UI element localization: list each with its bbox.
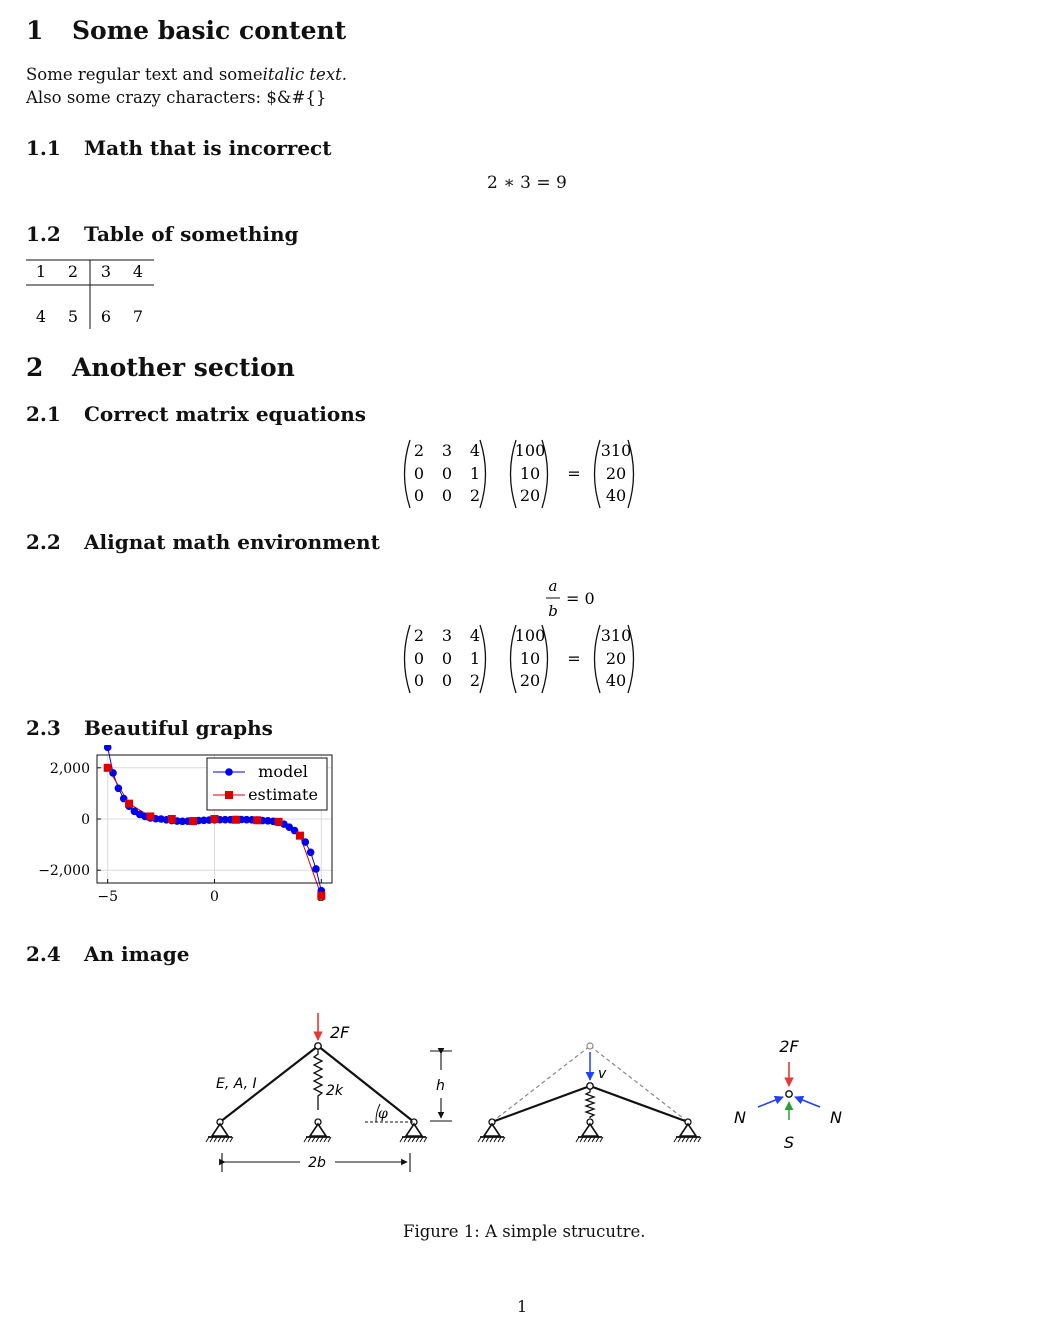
shear-label: S <box>783 1133 795 1152</box>
data-point-model <box>104 745 112 751</box>
table-cell: 1 <box>35 262 47 281</box>
table-cell: 4 <box>35 307 47 326</box>
legend-marker-model <box>225 768 233 776</box>
data-point-estimate <box>317 892 325 900</box>
data-point-estimate <box>232 816 240 824</box>
matrix-entry: 0 <box>441 486 453 505</box>
equals-sign: = <box>567 649 581 668</box>
section-heading-2 <box>26 353 295 382</box>
vector-entry: 100 <box>514 441 546 460</box>
matrix-entry: 3 <box>441 441 453 460</box>
fraction-rhs: = 0 <box>566 589 595 608</box>
subsection-number: 2.4 <box>26 942 61 966</box>
support-icon <box>206 1124 233 1142</box>
equation-incorrect: 2 ∗ 3 = 9 <box>487 173 567 193</box>
matrix-entry: 4 <box>469 441 481 460</box>
table-cell: 3 <box>100 262 112 281</box>
vector-entry: 310 <box>600 441 632 460</box>
force-label: 2F <box>330 1023 350 1042</box>
y-tick-label: −2,000 <box>38 863 90 880</box>
matrix-entry: 0 <box>441 464 453 483</box>
vector-entry: 10 <box>519 649 541 668</box>
data-point-estimate <box>104 764 112 772</box>
matrix-entry: 1 <box>469 464 481 483</box>
figure-caption: Figure 1: A simple strucutre. <box>403 1222 646 1241</box>
normal-label: N <box>830 1108 842 1127</box>
spring-icon <box>314 1046 322 1110</box>
vector-entry: 20 <box>519 671 541 690</box>
material-label: E, A, I <box>216 1076 257 1092</box>
free-body-diagram <box>734 1037 842 1152</box>
matrix-entry: 0 <box>413 649 425 668</box>
data-point-model <box>312 865 320 873</box>
matrix-entry: 2 <box>469 486 481 505</box>
section-number: 2 <box>26 353 44 382</box>
support-icon <box>674 1124 701 1142</box>
subsection-title: Math that is incorrect <box>84 136 332 160</box>
deflection-label: v <box>598 1066 607 1082</box>
matrix-entry: 2 <box>469 671 481 690</box>
vector-entry: 10 <box>519 464 541 483</box>
subsection-heading-1-1 <box>26 136 331 160</box>
table-cell: 2 <box>67 262 79 281</box>
subsection-title: Alignat math environment <box>84 530 380 554</box>
x-tick-label: 0 <box>210 889 219 905</box>
equals-sign: = <box>567 464 581 483</box>
matrix-entry: 2 <box>413 441 425 460</box>
normal-arrow-icon <box>795 1097 820 1107</box>
deformed-structure <box>478 1043 701 1142</box>
frame-structure <box>206 1013 452 1172</box>
fraction-equation <box>540 575 610 623</box>
data-point-estimate <box>168 815 176 823</box>
italic-text: italic text. <box>262 65 348 84</box>
model-estimate-chart <box>0 745 345 915</box>
subsection-heading-2-3 <box>26 716 273 740</box>
x-tick-label: −5 <box>97 889 119 905</box>
table-of-something <box>20 255 170 335</box>
table-cell: 5 <box>67 307 79 326</box>
support-icon <box>478 1124 505 1142</box>
section-title: Another section <box>72 353 295 382</box>
fraction-numerator: a <box>548 577 558 595</box>
vector-entry: 20 <box>605 464 627 483</box>
subsection-number: 1.2 <box>26 222 61 246</box>
vector-entry: 20 <box>605 649 627 668</box>
section-title: Some basic content <box>72 16 347 45</box>
width-label: 2b <box>308 1155 326 1171</box>
vector-entry: 100 <box>514 626 546 645</box>
matrix-entry: 1 <box>469 649 481 668</box>
matrix-entry: 0 <box>413 486 425 505</box>
vector-entry: 40 <box>605 671 627 690</box>
matrix-entry: 3 <box>441 626 453 645</box>
subsection-number: 2.2 <box>26 530 61 554</box>
subsection-number: 1.1 <box>26 136 61 160</box>
subsection-heading-1-2 <box>26 222 299 246</box>
matrix-entry: 4 <box>469 626 481 645</box>
table-cell: 6 <box>100 307 112 326</box>
table-cell: 7 <box>132 307 144 326</box>
data-point-estimate <box>275 818 283 826</box>
chart-legend <box>207 758 327 810</box>
data-point-model <box>115 784 123 792</box>
legend-label-model: model <box>258 762 308 781</box>
normal-label: N <box>734 1108 746 1127</box>
support-icon <box>400 1124 427 1142</box>
data-point-model <box>307 848 315 856</box>
subsection-heading-2-1 <box>26 402 366 426</box>
normal-arrow-icon <box>758 1097 783 1107</box>
matrix-entry: 2 <box>413 626 425 645</box>
fraction-denominator: b <box>548 602 558 620</box>
matrix-entry: 0 <box>441 671 453 690</box>
data-point-estimate <box>253 816 261 824</box>
matrix-entry: 0 <box>441 649 453 668</box>
y-tick-label: 0 <box>81 812 90 828</box>
subsection-number: 2.3 <box>26 716 61 740</box>
data-point-estimate <box>296 832 304 840</box>
section-heading-1 <box>26 16 346 45</box>
page-number: 1 <box>517 1297 528 1316</box>
support-icon <box>576 1124 603 1142</box>
matrix-equation-aligned <box>398 621 648 699</box>
support-icon <box>304 1124 331 1142</box>
matrix-equation <box>398 436 648 514</box>
legend-marker-estimate <box>225 791 233 799</box>
subsection-heading-2-4 <box>26 942 189 966</box>
subsection-title: Beautiful graphs <box>84 716 273 740</box>
matrix-entry: 0 <box>413 464 425 483</box>
subsection-title: Correct matrix equations <box>84 402 367 426</box>
subsection-heading-2-2 <box>26 530 380 554</box>
y-tick-label: 2,000 <box>49 760 90 777</box>
subsection-number: 2.1 <box>26 402 61 426</box>
angle-label: φ <box>378 1106 388 1122</box>
subsection-title: An image <box>84 942 190 966</box>
spring-label: 2k <box>326 1083 344 1099</box>
structure-figure <box>200 1010 860 1180</box>
legend-label-estimate: estimate <box>248 785 318 804</box>
vector-entry: 40 <box>605 486 627 505</box>
vector-entry: 20 <box>519 486 541 505</box>
matrix-entry: 0 <box>413 671 425 690</box>
data-point-estimate <box>125 800 133 808</box>
data-point-estimate <box>211 815 219 823</box>
table-cell: 4 <box>132 262 144 281</box>
data-point-estimate <box>146 812 154 820</box>
paragraph-line-2: Also some crazy characters: $&#{} <box>26 88 327 107</box>
subsection-title: Table of something <box>84 222 299 246</box>
paragraph-text: Some regular text and some <box>26 65 263 84</box>
section-number: 1 <box>26 16 44 45</box>
height-label: h <box>436 1078 445 1094</box>
paragraph <box>26 63 347 109</box>
force-label: 2F <box>779 1037 799 1056</box>
vector-entry: 310 <box>600 626 632 645</box>
data-point-estimate <box>189 817 197 825</box>
spring-icon <box>586 1086 594 1118</box>
